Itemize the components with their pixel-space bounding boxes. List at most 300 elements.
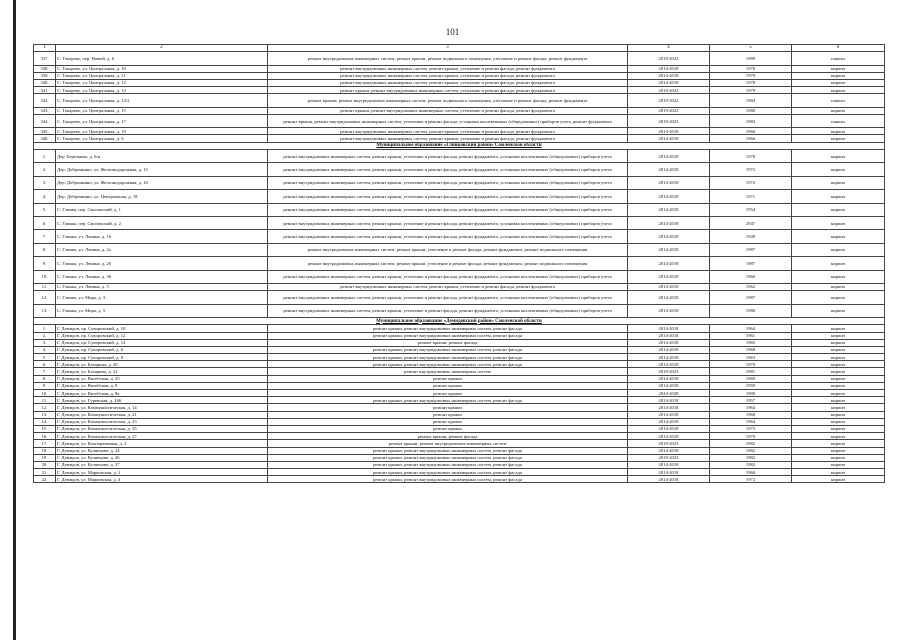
table-row [34, 217, 885, 230]
table-row [34, 72, 885, 79]
period-cell: 2014-2018 [628, 304, 710, 317]
works-cell: ремонт внутридомовых инженерных систем, ремонт крыши, утепление и ремонт фасада, ремонт фундамента, установка коллективных (общедомовых) приборов учета [268, 176, 628, 189]
table-row [34, 128, 885, 135]
period-cell: 2014-2018 [628, 79, 710, 86]
row-number-cell: 6. [34, 361, 56, 368]
year-built-cell: 1978 [710, 65, 792, 72]
table-row [34, 390, 885, 397]
wall-material-cell: кирпич [792, 375, 885, 382]
wall-material-cell: кирпич [792, 243, 885, 256]
works-cell: ремонт внутридомовых инженерных систем, ремонт крыши, утепление и ремонт фасада, ремонт фундамента, ремонт подвального помещения [268, 257, 628, 270]
row-number-cell: 21. [34, 469, 56, 476]
table-row [34, 454, 885, 461]
address-cell: С. Глинка, ул. Ленина, д. 2б [56, 257, 268, 270]
table-row [34, 404, 885, 411]
row-number-cell: 3. [34, 176, 56, 189]
wall-material-cell: кирпич [792, 128, 885, 135]
year-built-cell: 1972 [710, 176, 792, 189]
table-row [34, 433, 885, 440]
period-cell: 2014-2018 [628, 346, 710, 353]
wall-material-cell: кирпич [792, 382, 885, 389]
wall-material-cell: кирпич [792, 217, 885, 230]
year-built-cell: 1986 [710, 304, 792, 317]
wall-material-cell: панели [792, 94, 885, 107]
works-cell: ремонт внутридомовых инженерных систем, ремонт крыши, утепление и ремонт фасада, ремонт фундамента, установка коллективных (общедомовых) приборов учета [268, 304, 628, 317]
table-row [34, 461, 885, 468]
wall-material-cell: кирпич [792, 361, 885, 368]
year-built-cell: 1975 [710, 425, 792, 432]
works-cell: ремонт крыши, ремонт внутридомовых инженерных систем, утепление и ремонт фасада, ремонт фундамента [268, 107, 628, 114]
row-number-cell: 4. [34, 190, 56, 203]
works-cell: ремонт крыши [268, 425, 628, 432]
row-number-cell: 5. [34, 354, 56, 361]
table-row [34, 375, 885, 382]
table-row [34, 257, 885, 270]
works-cell: ремонт крыши, ремонт внутридомовых инженерных систем, ремонт фасада [268, 397, 628, 404]
year-built-cell: 1990 [710, 390, 792, 397]
period-cell: 2014-2018 [628, 354, 710, 361]
year-built-cell: 1968 [710, 411, 792, 418]
wall-material-cell: кирпич [792, 230, 885, 243]
address-cell: С. Глинка, пер. Смоленский, д. 1 [56, 203, 268, 216]
period-cell: 2019-2023 [628, 440, 710, 447]
works-cell: ремонт крыши [268, 418, 628, 425]
year-built-cell: 1979 [710, 433, 792, 440]
table-row [34, 114, 885, 127]
works-cell: ремонт внутридомовых инженерных систем, ремонт крыши, утепление и ремонт фасада, ремонт фундамента, установка коллективных (общедомовых) приборов учета [268, 150, 628, 163]
address-cell: С. Глинка, пер. Смоленский, д. 2 [56, 217, 268, 230]
period-cell: 2014-2018 [628, 425, 710, 432]
address-cell: С. Токарево, пер. Новый, д. 6 [56, 52, 268, 65]
row-number-cell: 8. [34, 243, 56, 256]
address-cell: С. Токарево, ул. Центральная, д. 12 [56, 79, 268, 86]
period-cell: 2014-2018 [628, 150, 710, 163]
works-cell: ремонт крыши, ремонт внутридомовых инженерных систем, ремонт фасада [268, 469, 628, 476]
wall-material-cell: кирпич [792, 433, 885, 440]
year-built-cell: 2947 [710, 217, 792, 230]
wall-material-cell: кирпич [792, 397, 885, 404]
period-cell: 2019-2023 [628, 114, 710, 127]
year-built-cell: 1971 [710, 190, 792, 203]
address-cell: Г. Демидов, ул. Марковская, д. 1 [56, 469, 268, 476]
year-built-cell: 1963 [710, 354, 792, 361]
row-number-cell: 4. [34, 346, 56, 353]
address-cell: Г. Демидов, пр. Суворовский, д. 14 [56, 339, 268, 346]
address-cell: Г. Демидов, ул. Витебская, д. 8а [56, 390, 268, 397]
year-built-cell: 1964 [710, 404, 792, 411]
wall-material-cell: кирпич [792, 65, 885, 72]
year-built-cell: 1964 [710, 325, 792, 332]
table-row [34, 411, 885, 418]
row-number-cell: 337. [34, 52, 56, 65]
year-built-cell: 1979 [710, 72, 792, 79]
year-built-cell: 1983 [710, 114, 792, 127]
table-row [34, 79, 885, 86]
year-built-cell: 1989 [710, 52, 792, 65]
period-cell: 2014-2018 [628, 361, 710, 368]
works-cell: ремонт крыши, ремонт фасада [268, 339, 628, 346]
period-cell: 2014-2018 [628, 72, 710, 79]
wall-material-cell: кирпич [792, 447, 885, 454]
row-number-cell: 1. [34, 325, 56, 332]
wall-material-cell: кирпич [792, 440, 885, 447]
header-cell: 1 [34, 45, 56, 52]
row-number-cell: 10. [34, 390, 56, 397]
housing-repair-table [33, 44, 885, 483]
row-number-cell: 343. [34, 107, 56, 114]
year-built-cell: 1987 [710, 243, 792, 256]
period-cell: 2014-2018 [628, 382, 710, 389]
works-cell: ремонт внутридомовых инженерных систем, ремонт крыши, утепление и ремонт фасада, ремонт фундамента [268, 79, 628, 86]
address-cell: С. Токарево, ул. Центральная, д. 10 [56, 65, 268, 72]
year-built-cell: 1966 [710, 135, 792, 142]
table-row [34, 135, 885, 142]
wall-material-cell: кирпич [792, 454, 885, 461]
table-row [34, 361, 885, 368]
period-cell: 2014-2018 [628, 411, 710, 418]
year-built-cell: 1981 [710, 368, 792, 375]
works-cell: ремонт внутридомовых инженерных систем, ремонт крыши, утепление и ремонт фасада, ремонт фундамента, установка коллективных (общедомовых) приборов учета [268, 203, 628, 216]
address-cell: Г. Демидов, ул. Гуревская, д. 166 [56, 397, 268, 404]
wall-material-cell: кирпич [792, 354, 885, 361]
works-cell: ремонт крыши [268, 404, 628, 411]
table-row [34, 368, 885, 375]
year-built-cell: 1982 [710, 461, 792, 468]
address-cell: С. Токарево, ул. Центральная, д. 11 [56, 72, 268, 79]
table-row [34, 332, 885, 339]
header-row [34, 45, 885, 52]
address-cell: С. Глинка, ул. Мира, д. 3 [56, 291, 268, 304]
row-number-cell: 1. [34, 150, 56, 163]
table-row [34, 270, 885, 283]
address-cell: С. Токарево, ул. Центральная, д. 13 [56, 87, 268, 94]
address-cell: С. Токарево, ул. Центральная, д. 6 [56, 135, 268, 142]
address-cell: Г. Демидов, ул. Коммунистическая, д. 25 [56, 425, 268, 432]
header-cell: 6 [792, 45, 885, 52]
table-row [34, 176, 885, 189]
table-row [34, 397, 885, 404]
header-cell: 5 [710, 45, 792, 52]
period-cell: 2014-2018 [628, 217, 710, 230]
wall-material-cell: кирпич [792, 461, 885, 468]
table-row [34, 65, 885, 72]
table-row [34, 418, 885, 425]
works-cell: ремонт крыши, ремонт внутридомовых инженерных систем, ремонт фасада [268, 325, 628, 332]
address-cell: Г. Демидов, ул. Кузнецова, д. 26 [56, 454, 268, 461]
period-cell: 2014-2018 [628, 128, 710, 135]
row-number-cell: 345. [34, 128, 56, 135]
row-number-cell: 22. [34, 476, 56, 483]
year-built-cell: 1984 [710, 94, 792, 107]
wall-material-cell: панели [792, 52, 885, 65]
wall-material-cell: кирпич [792, 346, 885, 353]
table-row [34, 107, 885, 114]
works-cell: ремонт крыши, ремонт внутридомовых инженерных систем, ремонт фасада [268, 476, 628, 483]
row-number-cell: 18. [34, 447, 56, 454]
wall-material-cell: кирпич [792, 425, 885, 432]
year-built-cell: 1966 [710, 128, 792, 135]
address-cell: Г. Демидов, ул. Бахарина, д. 22 [56, 368, 268, 375]
row-number-cell: 339. [34, 72, 56, 79]
year-built-cell: 1962 [710, 283, 792, 290]
row-number-cell: 12. [34, 291, 56, 304]
section-heading: Муниципальное образование «Демидовский район» Смоленской области [376, 318, 542, 324]
row-number-cell: 16. [34, 433, 56, 440]
year-built-cell: 1978 [710, 79, 792, 86]
address-cell: Г. Демидов, пр. Суворовский, д. 8 [56, 354, 268, 361]
works-cell: ремонт внутридомовых инженерных систем, ремонт крыши, утепление и ремонт фасада, ремонт фундамента [268, 65, 628, 72]
row-number-cell: 10. [34, 270, 56, 283]
year-built-cell: 1972 [710, 476, 792, 483]
works-cell: ремонт крыши, ремонт внутридомовых инженерных систем [268, 440, 628, 447]
row-number-cell: 344. [34, 114, 56, 127]
wall-material-cell: кирпич [792, 135, 885, 142]
period-cell: 2014-2018 [628, 418, 710, 425]
address-cell: Г. Демидов, пр. Суворовский, д. 12 [56, 332, 268, 339]
wall-material-cell: кирпич [792, 411, 885, 418]
works-cell: ремонт крыши, ремонт внутридомовых инженерных систем, ремонт фасада [268, 454, 628, 461]
year-built-cell: 1949 [710, 230, 792, 243]
year-built-cell: 1982 [710, 440, 792, 447]
row-number-cell: 17. [34, 440, 56, 447]
works-cell: ремонт крыши, ремонт внутридомовых инженерных систем, ремонт фасада [268, 346, 628, 353]
year-built-cell: 1960 [710, 270, 792, 283]
address-cell: Г. Демидов, ул. Витебская, д. 25 [56, 375, 268, 382]
wall-material-cell: кирпич [792, 390, 885, 397]
address-cell: Г. Демидов, пр. Суворовский, д. 10 [56, 325, 268, 332]
table-row [34, 163, 885, 176]
table-row [34, 87, 885, 94]
works-cell: ремонт внутридомовых инженерных систем, ремонт крыши, утепление и ремонт фасада, ремонт фундамента, установка коллективных (общедомовых) приборов учета [268, 217, 628, 230]
period-cell: 2014-2018 [628, 375, 710, 382]
row-number-cell: 19. [34, 454, 56, 461]
period-cell: 2014-2018 [628, 397, 710, 404]
row-number-cell: 2. [34, 332, 56, 339]
section-heading-cell [34, 317, 885, 324]
wall-material-cell: кирпич [792, 270, 885, 283]
period-cell: 2014-2018 [628, 203, 710, 216]
address-cell: Г. Демидов, пр. Суворовский, д. 6 [56, 346, 268, 353]
row-number-cell: 8. [34, 375, 56, 382]
works-cell: ремонт крыши [268, 390, 628, 397]
table-row [34, 354, 885, 361]
address-cell: Г. Демидов, ул. Кузнецова, д. 27 [56, 461, 268, 468]
row-number-cell: 346. [34, 135, 56, 142]
period-cell: 2014-2018 [628, 65, 710, 72]
address-cell: С. Токарево, ул. Центральная, д. 17 [56, 114, 268, 127]
wall-material-cell: кирпич [792, 87, 885, 94]
table-row [34, 291, 885, 304]
period-cell: 2014-2018 [628, 476, 710, 483]
table-row [34, 304, 885, 317]
works-cell: ремонт крыши, ремонт внутридомовых инженерных систем, ремонт фасада [268, 354, 628, 361]
wall-material-cell: кирпич [792, 79, 885, 86]
year-built-cell: 1964 [710, 418, 792, 425]
table-row [34, 469, 885, 476]
year-built-cell: 1968 [710, 469, 792, 476]
year-built-cell: 1979 [710, 87, 792, 94]
works-cell: ремонт внутридомовых инженерных систем, ремонт крыши, утепление и ремонт фасада, ремонт фундамента [268, 283, 628, 290]
period-cell: 2014-2018 [628, 135, 710, 142]
year-built-cell: 1957 [710, 397, 792, 404]
wall-material-cell: кирпич [792, 304, 885, 317]
address-cell: С. Глинка, ул. Ленина, д. 2а [56, 243, 268, 256]
address-cell: Дер. Доброминно, ул. Центральная, д. 18 [56, 190, 268, 203]
table-row [34, 243, 885, 256]
row-number-cell: 20. [34, 461, 56, 468]
header-cell: 3 [268, 45, 628, 52]
period-cell: 2019-2023 [628, 454, 710, 461]
section-heading-cell [34, 142, 885, 149]
year-built-cell: 1954 [710, 203, 792, 216]
table-row [34, 203, 885, 216]
year-built-cell: 1979 [710, 361, 792, 368]
period-cell: 2014-2018 [628, 461, 710, 468]
period-cell: 2014-2018 [628, 176, 710, 189]
wall-material-cell: кирпич [792, 418, 885, 425]
wall-material-cell: кирпич [792, 190, 885, 203]
year-built-cell: 1972 [710, 163, 792, 176]
table-row [34, 190, 885, 203]
year-built-cell: 1980 [710, 107, 792, 114]
works-cell: ремонт внутридомовых инженерных систем [268, 368, 628, 375]
row-number-cell: 341. [34, 87, 56, 94]
scan-edge-bar [13, 0, 16, 640]
works-cell: ремонт внутридомовых инженерных систем, ремонт крыши, утепление и ремонт фасада, ремонт фундамента [268, 135, 628, 142]
table-row [34, 476, 885, 483]
period-cell: 2014-2018 [628, 270, 710, 283]
wall-material-cell: кирпич [792, 291, 885, 304]
address-cell: С. Токарево, ул. Центральная, д. 19 [56, 128, 268, 135]
wall-material-cell: панели [792, 114, 885, 127]
works-cell: ремонт внутридомовых инженерных систем, ремонт крыши, утепление и ремонт фасада, ремонт фундамента, установка коллективных (общедомовых) приборов учета [268, 291, 628, 304]
row-number-cell: 9. [34, 382, 56, 389]
row-number-cell: 342. [34, 94, 56, 107]
period-cell: 2019-2023 [628, 107, 710, 114]
address-cell: С. Токарево, ул. Центральная, д. 15 [56, 107, 268, 114]
address-cell: Г. Демидов, ул. Кооперативная, д. 2 [56, 440, 268, 447]
works-cell: ремонт внутридомовых инженерных систем, ремонт крыши, утепление и ремонт фасада, ремонт фундамента [268, 128, 628, 135]
year-built-cell: 1959 [710, 382, 792, 389]
works-cell: ремонт крыши, ремонт внутридомовых инженерных систем, ремонт подвального помещения, утепление и ремонт фасада, ремонт фундамента [268, 94, 628, 107]
works-cell: ремонт внутридомовых инженерных систем, ремонт крыши, утепление и ремонт фасада, ремонт фундамента, установка коллективных (общедомовых) приборов учета [268, 230, 628, 243]
wall-material-cell: кирпич [792, 150, 885, 163]
address-cell: Г. Демидов, ул. Марковская, д. 4 [56, 476, 268, 483]
row-number-cell: 13. [34, 304, 56, 317]
row-number-cell: 13. [34, 411, 56, 418]
wall-material-cell: кирпич [792, 176, 885, 189]
wall-material-cell: кирпич [792, 72, 885, 79]
table-row [34, 382, 885, 389]
wall-material-cell: кирпич [792, 332, 885, 339]
address-cell: Дер. Доброминно, ул. Железнодорожная, д. 16 [56, 176, 268, 189]
wall-material-cell: кирпич [792, 283, 885, 290]
row-number-cell: 14. [34, 418, 56, 425]
row-number-cell: 340. [34, 79, 56, 86]
row-number-cell: 5. [34, 203, 56, 216]
period-cell: 2014-2018 [628, 325, 710, 332]
year-built-cell: 1982 [710, 454, 792, 461]
address-cell: Г. Демидов, ул. Коммунистическая, д. 27 [56, 433, 268, 440]
address-cell: С. Токарево, ул. Центральная, д. 14/2 [56, 94, 268, 107]
works-cell: ремонт крыши, ремонт внутридомовых инженерных систем, ремонт фасада [268, 332, 628, 339]
table-row [34, 150, 885, 163]
wall-material-cell: кирпич [792, 203, 885, 216]
period-cell: 2014-2018 [628, 469, 710, 476]
wall-material-cell: кирпич [792, 469, 885, 476]
works-cell: ремонт внутридомовых инженерных систем, ремонт крыши, утепление и ремонт фасада, ремонт фундамента, установка коллективных (общедомовых) приборов учета [268, 190, 628, 203]
row-number-cell: 9. [34, 257, 56, 270]
table-row [34, 447, 885, 454]
works-cell: ремонт внутридомовых инженерных систем, ремонт крыши, утепление и ремонт фасада, ремонт фундамента, ремонт подвального помещения [268, 243, 628, 256]
address-cell: Г. Демидов, ул. Коммунистическая, д. 21 [56, 411, 268, 418]
table-row [34, 52, 885, 65]
table-row [34, 283, 885, 290]
address-cell: Дер. Доброминно, ул. Железнодорожная, д. 15 [56, 163, 268, 176]
year-built-cell: 1987 [710, 257, 792, 270]
table-row [34, 440, 885, 447]
year-built-cell: 1969 [710, 375, 792, 382]
wall-material-cell: кирпич [792, 368, 885, 375]
section-row [34, 142, 885, 149]
period-cell: 2014-2018 [628, 243, 710, 256]
works-cell: ремонт крыши, ремонт внутридомовых инженерных систем, ремонт фасада [268, 447, 628, 454]
row-number-cell: 7. [34, 230, 56, 243]
header-cell: 2 [56, 45, 268, 52]
address-cell: Дер. Березкино, д. 6/н [56, 150, 268, 163]
period-cell: 2014-2018 [628, 291, 710, 304]
section-row [34, 317, 885, 324]
works-cell: ремонт крыши, ремонт внутридомовых инженерных систем, ремонт фасада [268, 461, 628, 468]
works-cell: ремонт крыши [268, 382, 628, 389]
row-number-cell: 11. [34, 283, 56, 290]
period-cell: 2014-2018 [628, 433, 710, 440]
table-row [34, 94, 885, 107]
period-cell: 2014-2018 [628, 332, 710, 339]
header-cell: 4 [628, 45, 710, 52]
table-row [34, 346, 885, 353]
period-cell: 2014-2018 [628, 283, 710, 290]
wall-material-cell: кирпич [792, 339, 885, 346]
period-cell: 2019-2023 [628, 368, 710, 375]
address-cell: С. Глинка, ул. Ленина, д. 16 [56, 230, 268, 243]
table-row [34, 339, 885, 346]
year-built-cell: 1987 [710, 291, 792, 304]
period-cell: 2019-2023 [628, 94, 710, 107]
year-built-cell: 1982 [710, 447, 792, 454]
works-cell: ремонт крыши [268, 411, 628, 418]
year-built-cell: 1965 [710, 339, 792, 346]
period-cell: 2014-2018 [628, 163, 710, 176]
table-body [34, 45, 885, 483]
row-number-cell: 15. [34, 425, 56, 432]
year-built-cell: 1978 [710, 150, 792, 163]
address-cell: Г. Демидов, ул. Коммунистическая, д. 23 [56, 418, 268, 425]
row-number-cell: 12. [34, 404, 56, 411]
works-cell: ремонт крыши, ремонт фасада [268, 433, 628, 440]
wall-material-cell: кирпич [792, 257, 885, 270]
period-cell: 2019-2023 [628, 87, 710, 94]
period-cell: 2014-2018 [628, 339, 710, 346]
works-cell: ремонт крыши, ремонт внутридомовых инженерных систем, утепление и ремонт фасада, ремонт фундамента [268, 87, 628, 94]
period-cell: 2019-2023 [628, 52, 710, 65]
works-cell: ремонт внутридомовых инженерных систем, ремонт крыши, утепление и ремонт фасада, ремонт фундамента [268, 72, 628, 79]
section-heading: Муниципальное образование «Глинковский район» Смоленской области [376, 143, 542, 149]
row-number-cell: 3. [34, 339, 56, 346]
period-cell: 2024-2028 [628, 390, 710, 397]
works-cell: ремонт крыши [268, 375, 628, 382]
works-cell: ремонт крыши, ремонт внутридомовых инженерных систем, ремонт фасада [268, 361, 628, 368]
